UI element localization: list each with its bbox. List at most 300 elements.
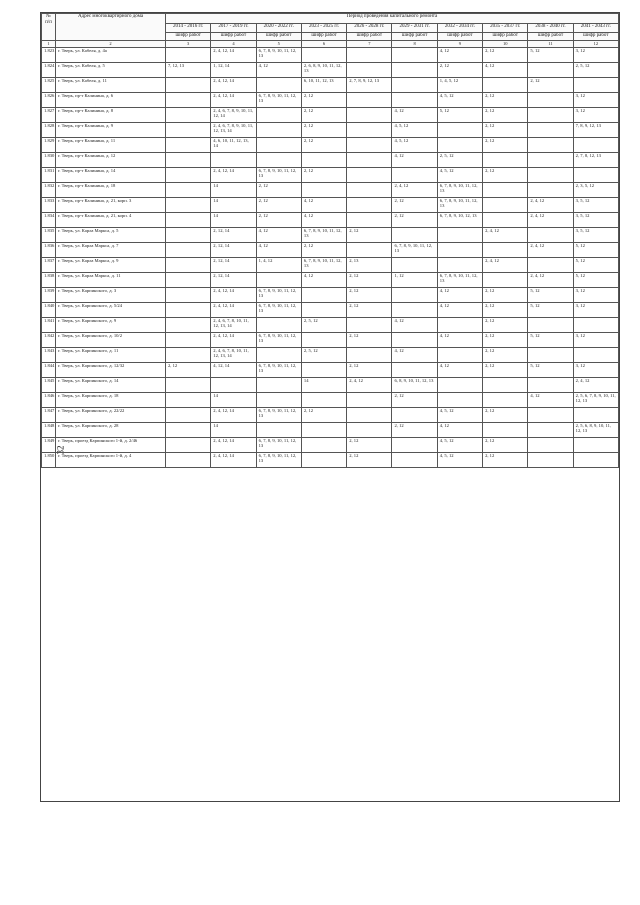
row-work-codes-cell: 4, 5, 12: [437, 93, 482, 108]
row-work-codes-cell: [528, 378, 573, 393]
table-row: [42, 138, 619, 153]
row-number: 1.826: [42, 93, 56, 108]
row-work-codes-cell: 2, 4, 12: [392, 183, 437, 198]
header-column-number: 5: [256, 41, 301, 48]
row-work-codes-cell: 2, 12: [483, 168, 528, 183]
header-col-no: № п/п: [42, 14, 56, 41]
row-work-codes-cell: [528, 138, 573, 153]
row-work-codes-cell: [483, 378, 528, 393]
row-work-codes-cell: [437, 393, 482, 408]
row-work-codes-cell: 4, 12: [301, 213, 346, 228]
table-row: [42, 108, 619, 123]
row-work-codes-cell: 2, 5, 12: [573, 63, 618, 78]
row-work-codes-cell: [573, 318, 618, 333]
header-unit-label: шифр работ: [437, 33, 482, 41]
row-work-codes-cell: 2, 12: [483, 288, 528, 303]
row-work-codes-cell: [528, 318, 573, 333]
row-work-codes-cell: 1, 12, 14: [211, 63, 256, 78]
row-work-codes-cell: [166, 48, 211, 63]
row-work-codes-cell: [392, 48, 437, 63]
row-work-codes-cell: 6, 7, 8, 9, 10, 11, 12, 13: [256, 363, 301, 378]
row-work-codes-cell: 2, 12, 14: [211, 258, 256, 273]
row-work-codes-cell: [256, 153, 301, 168]
row-work-codes-cell: 14: [211, 183, 256, 198]
row-work-codes-cell: [166, 303, 211, 318]
row-work-codes-cell: [166, 243, 211, 258]
header-col-address: Адрес многоквартирного дома: [56, 14, 166, 41]
header-period: 2029 - 2031 гг.: [392, 24, 437, 33]
repair-schedule-table: [41, 13, 619, 468]
row-work-codes-cell: 4, 12: [392, 108, 437, 123]
row-work-codes-cell: 2, 6, 8, 9, 10, 11, 12, 13: [301, 63, 346, 78]
row-work-codes-cell: 4, 12: [437, 363, 482, 378]
row-work-codes-cell: [573, 453, 618, 468]
row-number: 1.841: [42, 318, 56, 333]
row-work-codes-cell: 2, 4, 12, 14: [211, 333, 256, 348]
row-work-codes-cell: 2, 5, 12: [301, 318, 346, 333]
row-work-codes-cell: [166, 213, 211, 228]
row-number: 1.823: [42, 48, 56, 63]
row-number: 1.849: [42, 438, 56, 453]
row-address: г. Тверь, ул. Карпинского, д. 18: [56, 393, 166, 408]
row-number: 1.829: [42, 138, 56, 153]
row-work-codes-cell: [166, 318, 211, 333]
row-work-codes-cell: 6, 8, 9, 10, 11, 12, 13: [392, 378, 437, 393]
row-work-codes-cell: 3, 5, 12: [573, 213, 618, 228]
row-work-codes-cell: [483, 423, 528, 438]
row-work-codes-cell: 6, 7, 8, 9, 10, 11, 12, 13: [256, 438, 301, 453]
row-work-codes-cell: [483, 153, 528, 168]
row-work-codes-cell: 2, 12: [483, 303, 528, 318]
row-work-codes-cell: [301, 438, 346, 453]
row-work-codes-cell: 4, 12: [256, 228, 301, 243]
row-work-codes-cell: [392, 453, 437, 468]
row-work-codes-cell: 2, 4, 6, 7, 8, 9, 10, 11, 12, 14: [211, 108, 256, 123]
row-work-codes-cell: 5, 12: [528, 363, 573, 378]
row-work-codes-cell: 3, 12: [573, 108, 618, 123]
table-row: [42, 348, 619, 363]
row-work-codes-cell: 2, 12: [483, 108, 528, 123]
row-address: г. Тверь, ул. Карпинского, д. 10/2: [56, 333, 166, 348]
row-work-codes-cell: [437, 138, 482, 153]
row-work-codes-cell: 2, 4, 12: [573, 378, 618, 393]
header-period: 2041 - 2043 гг.: [573, 24, 618, 33]
row-work-codes-cell: 2, 12: [392, 423, 437, 438]
row-work-codes-cell: 2, 4, 12: [483, 228, 528, 243]
row-work-codes-cell: 1, 12: [392, 273, 437, 288]
row-work-codes-cell: [392, 63, 437, 78]
header-unit-label: шифр работ: [301, 33, 346, 41]
row-work-codes-cell: [528, 123, 573, 138]
row-work-codes-cell: [347, 108, 392, 123]
row-work-codes-cell: [437, 123, 482, 138]
header-period: 2017 - 2019 гг.: [211, 24, 256, 33]
row-work-codes-cell: 4, 12: [437, 423, 482, 438]
row-work-codes-cell: [392, 288, 437, 303]
header-column-number: 11: [528, 41, 573, 48]
row-work-codes-cell: 2, 4, 12: [528, 198, 573, 213]
row-work-codes-cell: 4, 5, 12: [437, 438, 482, 453]
row-address: г. Тверь, ул. Карла Маркса, д. 5: [56, 228, 166, 243]
row-work-codes-cell: 6, 7, 8, 9, 10, 11, 12, 13: [256, 168, 301, 183]
row-work-codes-cell: [347, 123, 392, 138]
row-work-codes-cell: 2, 7, 8, 9, 12, 13: [347, 78, 392, 93]
row-work-codes-cell: [166, 198, 211, 213]
row-work-codes-cell: 2, 12: [483, 318, 528, 333]
row-work-codes-cell: [301, 303, 346, 318]
row-work-codes-cell: [166, 288, 211, 303]
row-work-codes-cell: [301, 183, 346, 198]
row-work-codes-cell: 2, 4, 12: [347, 378, 392, 393]
row-work-codes-cell: [166, 228, 211, 243]
row-work-codes-cell: 4, 5, 12: [437, 408, 482, 423]
row-work-codes-cell: [347, 93, 392, 108]
row-work-codes-cell: 2, 12: [483, 123, 528, 138]
row-work-codes-cell: 6, 7, 8, 9, 10, 11, 12, 13: [256, 93, 301, 108]
row-work-codes-cell: [573, 348, 618, 363]
row-work-codes-cell: 2, 12: [347, 333, 392, 348]
header-column-number: 3: [166, 41, 211, 48]
row-work-codes-cell: 6, 7, 8, 9, 10, 11, 12, 13: [256, 453, 301, 468]
header-column-number: 9: [437, 41, 482, 48]
row-work-codes-cell: 2, 12: [483, 48, 528, 63]
row-work-codes-cell: 2, 4, 12, 14: [211, 93, 256, 108]
row-number: 1.828: [42, 123, 56, 138]
row-work-codes-cell: 14: [211, 213, 256, 228]
row-address: г. Тверь, проезд Карпинского 1-й, д. 4: [56, 453, 166, 468]
row-work-codes-cell: 5, 12: [573, 243, 618, 258]
row-work-codes-cell: 2, 4, 6, 7, 8, 10, 11, 12, 13, 14: [211, 348, 256, 363]
header-period: 2035 - 2037 гг.: [483, 24, 528, 33]
row-work-codes-cell: 3, 5, 12: [573, 198, 618, 213]
row-address: г. Тверь, пр-т Калинина, д. 8: [56, 108, 166, 123]
row-work-codes-cell: 2, 12: [392, 198, 437, 213]
row-work-codes-cell: [347, 138, 392, 153]
row-number: 1.835: [42, 228, 56, 243]
row-address: г. Тверь, проезд Карпинского 1-й, д. 2/46: [56, 438, 166, 453]
row-work-codes-cell: 2, 4, 12, 14: [211, 168, 256, 183]
header-column-number: 10: [483, 41, 528, 48]
row-work-codes-cell: 2, 12: [301, 168, 346, 183]
row-work-codes-cell: 3, 12: [573, 288, 618, 303]
header-unit-label: шифр работ: [528, 33, 573, 41]
table-row: [42, 408, 619, 423]
row-work-codes-cell: [528, 93, 573, 108]
row-work-codes-cell: 2, 12: [347, 273, 392, 288]
row-work-codes-cell: [392, 438, 437, 453]
row-work-codes-cell: 4, 12: [528, 393, 573, 408]
row-work-codes-cell: [392, 78, 437, 93]
table-row: [42, 363, 619, 378]
row-work-codes-cell: [437, 378, 482, 393]
row-work-codes-cell: [347, 318, 392, 333]
row-work-codes-cell: [166, 333, 211, 348]
row-work-codes-cell: [437, 258, 482, 273]
row-number: 1.840: [42, 303, 56, 318]
row-address: г. Тверь, пр-т Калинина, д. 14: [56, 168, 166, 183]
row-work-codes-cell: [392, 333, 437, 348]
table-row: [42, 48, 619, 63]
row-work-codes-cell: 4, 5, 12: [392, 123, 437, 138]
row-number: 1.842: [42, 333, 56, 348]
row-work-codes-cell: [573, 78, 618, 93]
row-work-codes-cell: 2, 12: [483, 93, 528, 108]
table-header: [42, 14, 619, 48]
row-work-codes-cell: 2, 12: [301, 408, 346, 423]
row-address: г. Тверь, пр-т Калинина, д. 21, корп. 4: [56, 213, 166, 228]
row-work-codes-cell: 2, 12: [301, 108, 346, 123]
row-address: г. Тверь, пр-т Калинина, д. 11: [56, 138, 166, 153]
row-work-codes-cell: [301, 153, 346, 168]
row-work-codes-cell: 5, 12: [437, 108, 482, 123]
row-work-codes-cell: 2, 13: [347, 258, 392, 273]
row-work-codes-cell: [166, 273, 211, 288]
row-work-codes-cell: 2, 5, 6, 7, 8, 9, 10, 11, 12, 13: [573, 393, 618, 408]
row-work-codes-cell: [301, 48, 346, 63]
row-work-codes-cell: [256, 78, 301, 93]
row-address: г. Тверь, ул. Карпинского, д. 11: [56, 348, 166, 363]
row-work-codes-cell: 2, 12, 14: [211, 243, 256, 258]
header-period: 2038 - 2040 гг.: [528, 24, 573, 33]
row-number: 1.830: [42, 153, 56, 168]
row-work-codes-cell: [437, 348, 482, 363]
row-number: 1.825: [42, 78, 56, 93]
row-work-codes-cell: 2, 12: [256, 198, 301, 213]
row-work-codes-cell: [392, 168, 437, 183]
header-unit-label: шифр работ: [256, 33, 301, 41]
row-work-codes-cell: [211, 378, 256, 393]
row-work-codes-cell: 4, 12: [437, 333, 482, 348]
row-work-codes-cell: [166, 258, 211, 273]
row-work-codes-cell: 4, 5, 12: [392, 138, 437, 153]
row-number: 1.848: [42, 423, 56, 438]
row-work-codes-cell: 2, 12: [301, 243, 346, 258]
row-work-codes-cell: [437, 318, 482, 333]
row-number: 1.831: [42, 168, 56, 183]
row-work-codes-cell: 2, 12: [483, 453, 528, 468]
row-work-codes-cell: [256, 273, 301, 288]
row-work-codes-cell: 4, 12: [392, 153, 437, 168]
row-work-codes-cell: [166, 183, 211, 198]
row-work-codes-cell: 4, 6, 10, 11, 12, 13, 14: [211, 138, 256, 153]
row-work-codes-cell: [392, 258, 437, 273]
row-address: г. Тверь, пр-т Калинина, д. 12: [56, 153, 166, 168]
table-row: [42, 213, 619, 228]
row-work-codes-cell: 5, 12: [528, 333, 573, 348]
row-work-codes-cell: [347, 408, 392, 423]
row-address: г. Тверь, ул. Карла Маркса, д. 11: [56, 273, 166, 288]
row-work-codes-cell: 4, 12: [392, 348, 437, 363]
header-period: 2020 - 2022 гг.: [256, 24, 301, 33]
row-number: 1.847: [42, 408, 56, 423]
row-work-codes-cell: 2, 12: [256, 213, 301, 228]
row-work-codes-cell: 6, 7, 8, 9, 10, 11, 12, 13: [256, 303, 301, 318]
header-unit-label: шифр работ: [483, 33, 528, 41]
row-address: г. Тверь, ул. Карпинского, д. 22/22: [56, 408, 166, 423]
header-unit-label: шифр работ: [573, 33, 618, 41]
row-work-codes-cell: 4, 12: [437, 288, 482, 303]
row-work-codes-cell: [483, 213, 528, 228]
row-work-codes-cell: 1, 4, 12: [256, 258, 301, 273]
row-work-codes-cell: 2, 12: [347, 228, 392, 243]
row-work-codes-cell: [392, 93, 437, 108]
row-number: 1.850: [42, 453, 56, 468]
header-period: 2014 - 2016 гг.: [166, 24, 211, 33]
row-work-codes-cell: [483, 243, 528, 258]
row-number: 1.846: [42, 393, 56, 408]
row-work-codes-cell: 4, 12: [256, 63, 301, 78]
row-work-codes-cell: 2, 5, 12: [301, 348, 346, 363]
row-work-codes-cell: 6, 7, 8, 9, 10, 12, 13: [437, 213, 482, 228]
row-work-codes-cell: [528, 408, 573, 423]
row-work-codes-cell: 2, 12: [483, 333, 528, 348]
row-address: г. Тверь, ул. Карпинского, д. 9: [56, 318, 166, 333]
row-work-codes-cell: 2, 4, 12, 14: [211, 288, 256, 303]
row-address: г. Тверь, ул. Карпинского, д. 28: [56, 423, 166, 438]
row-address: г. Тверь, ул. Карла Маркса, д. 7: [56, 243, 166, 258]
table-row: [42, 168, 619, 183]
row-work-codes-cell: [528, 453, 573, 468]
table-row: [42, 153, 619, 168]
row-work-codes-cell: 2, 12: [301, 138, 346, 153]
row-work-codes-cell: [347, 168, 392, 183]
row-work-codes-cell: [166, 393, 211, 408]
header-column-number: 8: [392, 41, 437, 48]
row-work-codes-cell: 4, 12: [437, 303, 482, 318]
row-work-codes-cell: 2, 4, 12: [528, 243, 573, 258]
header-period: 2032 - 2034 гг.: [437, 24, 482, 33]
row-work-codes-cell: 2, 4, 12: [483, 258, 528, 273]
row-work-codes-cell: [256, 423, 301, 438]
row-work-codes-cell: [301, 453, 346, 468]
row-work-codes-cell: 2, 12: [528, 78, 573, 93]
row-work-codes-cell: 3, 12: [573, 363, 618, 378]
row-work-codes-cell: 6, 7, 8, 9, 10, 11, 12, 13: [256, 288, 301, 303]
row-number: 1.824: [42, 63, 56, 78]
row-work-codes-cell: [256, 318, 301, 333]
row-work-codes-cell: [256, 348, 301, 363]
table-row: [42, 123, 619, 138]
table-row: [42, 423, 619, 438]
row-work-codes-cell: 5, 12: [528, 48, 573, 63]
row-work-codes-cell: 14: [211, 198, 256, 213]
row-work-codes-cell: 4, 12: [392, 318, 437, 333]
row-address: г. Тверь, ул. Карпинского, д. 3: [56, 288, 166, 303]
row-work-codes-cell: [483, 198, 528, 213]
row-work-codes-cell: 2, 4, 6, 7, 8, 9, 10, 11, 12, 13, 14: [211, 123, 256, 138]
row-work-codes-cell: 3, 5, 12: [573, 228, 618, 243]
row-work-codes-cell: [347, 48, 392, 63]
page-number: 32: [55, 445, 66, 455]
table-row: [42, 93, 619, 108]
row-work-codes-cell: [573, 168, 618, 183]
row-work-codes-cell: [483, 78, 528, 93]
row-work-codes-cell: [166, 108, 211, 123]
row-work-codes-cell: 3, 12: [573, 333, 618, 348]
row-work-codes-cell: 7, 8, 9, 12, 13: [573, 123, 618, 138]
row-work-codes-cell: 2, 12: [483, 438, 528, 453]
row-work-codes-cell: [256, 378, 301, 393]
row-address: г. Тверь, ул. Кабеля, д. 11: [56, 78, 166, 93]
header-unit-label: шифр работ: [347, 33, 392, 41]
row-work-codes-cell: [483, 183, 528, 198]
row-work-codes-cell: [301, 423, 346, 438]
table-row: [42, 438, 619, 453]
row-work-codes-cell: 3, 12: [573, 303, 618, 318]
row-work-codes-cell: [392, 303, 437, 318]
row-work-codes-cell: 4, 12: [301, 273, 346, 288]
row-work-codes-cell: [573, 438, 618, 453]
row-work-codes-cell: 6, 7, 8, 9, 10, 11, 12, 13: [392, 243, 437, 258]
row-work-codes-cell: [166, 93, 211, 108]
row-work-codes-cell: 2, 12: [301, 93, 346, 108]
row-work-codes-cell: [347, 393, 392, 408]
header-unit-label: шифр работ: [166, 33, 211, 41]
row-work-codes-cell: [166, 168, 211, 183]
table-row: [42, 183, 619, 198]
row-work-codes-cell: [256, 123, 301, 138]
row-work-codes-cell: 2, 4, 12, 14: [211, 303, 256, 318]
row-work-codes-cell: 2, 4, 6, 7, 8, 10, 11, 12, 13, 14: [211, 318, 256, 333]
row-work-codes-cell: [166, 438, 211, 453]
row-address: г. Тверь, ул. Карпинского, д. 14: [56, 378, 166, 393]
row-work-codes-cell: [528, 258, 573, 273]
table-row: [42, 453, 619, 468]
row-work-codes-cell: [166, 138, 211, 153]
row-work-codes-cell: [528, 438, 573, 453]
row-work-codes-cell: 2, 4, 12, 14: [211, 453, 256, 468]
row-work-codes-cell: 6, 7, 8, 9, 10, 11, 12, 13: [437, 183, 482, 198]
table-row: [42, 333, 619, 348]
row-work-codes-cell: [392, 363, 437, 378]
row-number: 1.833: [42, 198, 56, 213]
row-work-codes-cell: [392, 228, 437, 243]
table-row: [42, 393, 619, 408]
row-work-codes-cell: 2, 4, 12, 14: [211, 438, 256, 453]
repair-schedule-table-frame: [40, 12, 620, 802]
row-work-codes-cell: 4, 5, 12: [437, 168, 482, 183]
row-work-codes-cell: [166, 348, 211, 363]
row-work-codes-cell: 2, 5, 12: [437, 153, 482, 168]
row-address: г. Тверь, пр-т Калинина, д. 21, корп. 3: [56, 198, 166, 213]
table-row: [42, 63, 619, 78]
row-number: 1.834: [42, 213, 56, 228]
row-work-codes-cell: 2, 4, 12, 14: [211, 48, 256, 63]
row-work-codes-cell: 2, 12: [347, 303, 392, 318]
table-row: [42, 288, 619, 303]
row-work-codes-cell: [256, 138, 301, 153]
header-column-number: 4: [211, 41, 256, 48]
table-row: [42, 303, 619, 318]
row-work-codes-cell: 2, 12: [256, 183, 301, 198]
row-work-codes-cell: 6, 7, 8, 9, 10, 11, 12, 13: [256, 333, 301, 348]
row-work-codes-cell: 2, 4, 12, 14: [211, 78, 256, 93]
row-work-codes-cell: 3, 12: [573, 48, 618, 63]
row-address: г. Тверь, ул. Карпинского, д. 5/24: [56, 303, 166, 318]
row-number: 1.837: [42, 258, 56, 273]
row-work-codes-cell: 2, 12: [347, 453, 392, 468]
row-work-codes-cell: 2, 12: [392, 393, 437, 408]
row-work-codes-cell: [166, 378, 211, 393]
row-work-codes-cell: 6, 10, 11, 12, 13: [301, 78, 346, 93]
row-work-codes-cell: 2, 5, 6, 8, 9, 10, 11, 12, 13: [573, 423, 618, 438]
header-unit-label: шифр работ: [211, 33, 256, 41]
row-work-codes-cell: [166, 153, 211, 168]
table-row: [42, 378, 619, 393]
row-work-codes-cell: [347, 63, 392, 78]
header-unit-label: шифр работ: [392, 33, 437, 41]
row-work-codes-cell: 5, 12: [528, 303, 573, 318]
